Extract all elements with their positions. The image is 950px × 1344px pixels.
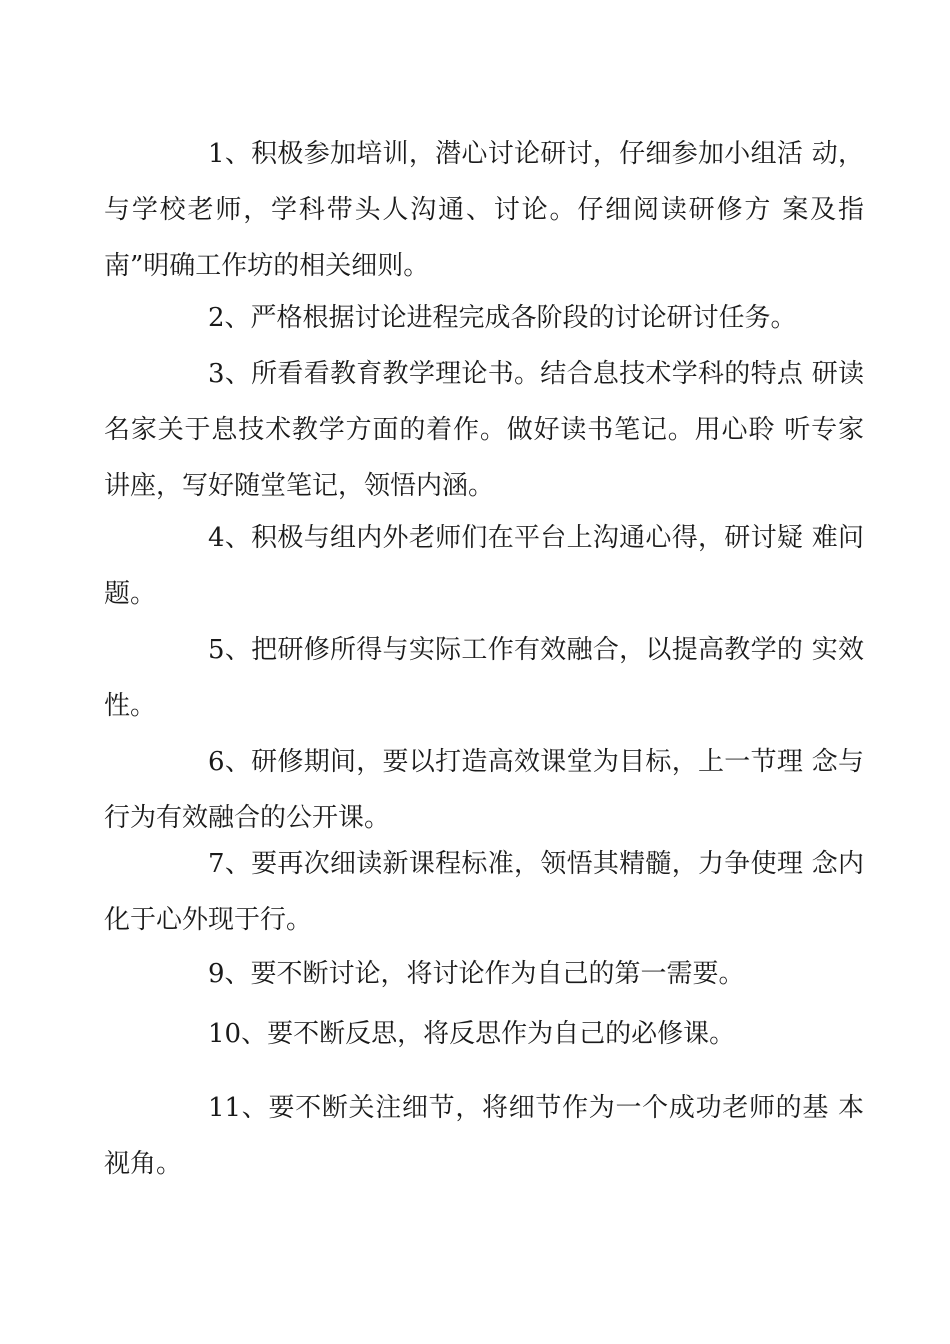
list-item-3: 3、所看看教育教学理论书。结合息技术学科的特点 研读名家关于息技术教学方面的着作。做好读书笔记。用心聆 听专家讲座，写好随堂笔记，领悟内涵。 — [104, 359, 864, 501]
list-item-1: 1、积极参加培训，潜心讨论研讨，仔细参加小组活 动，与学校老师，学科带头人沟通、讨论。仔细阅读研修方 案及指南”明确工作坊的相关细则。 — [104, 139, 864, 281]
list-item-4: 4、积极与组内外老师们在平台上沟通心得，研讨疑 难问题。 — [104, 523, 864, 609]
list-item-2: 2、严格根据讨论进程完成各阶段的讨论研讨任务。 — [208, 303, 797, 333]
list-item-5: 5、把研修所得与实际工作有效融合，以提高教学的 实效性。 — [104, 635, 864, 721]
list-item-9: 9、要不断讨论，将讨论作为自己的第一需要。 — [208, 959, 745, 989]
list-item-11: 11、要不断关注细节，将细节作为一个成功老师的基 本视角。 — [104, 1093, 864, 1179]
list-item-7: 7、要再次细读新课程标准，领悟其精髓，力争使理 念内化于心外现于行。 — [104, 849, 864, 935]
list-item-6: 6、研修期间，要以打造高效课堂为目标，上一节理 念与行为有效融合的公开课。 — [104, 747, 864, 833]
list-item-10: 10、要不断反思，将反思作为自己的必修课。 — [208, 1019, 736, 1049]
